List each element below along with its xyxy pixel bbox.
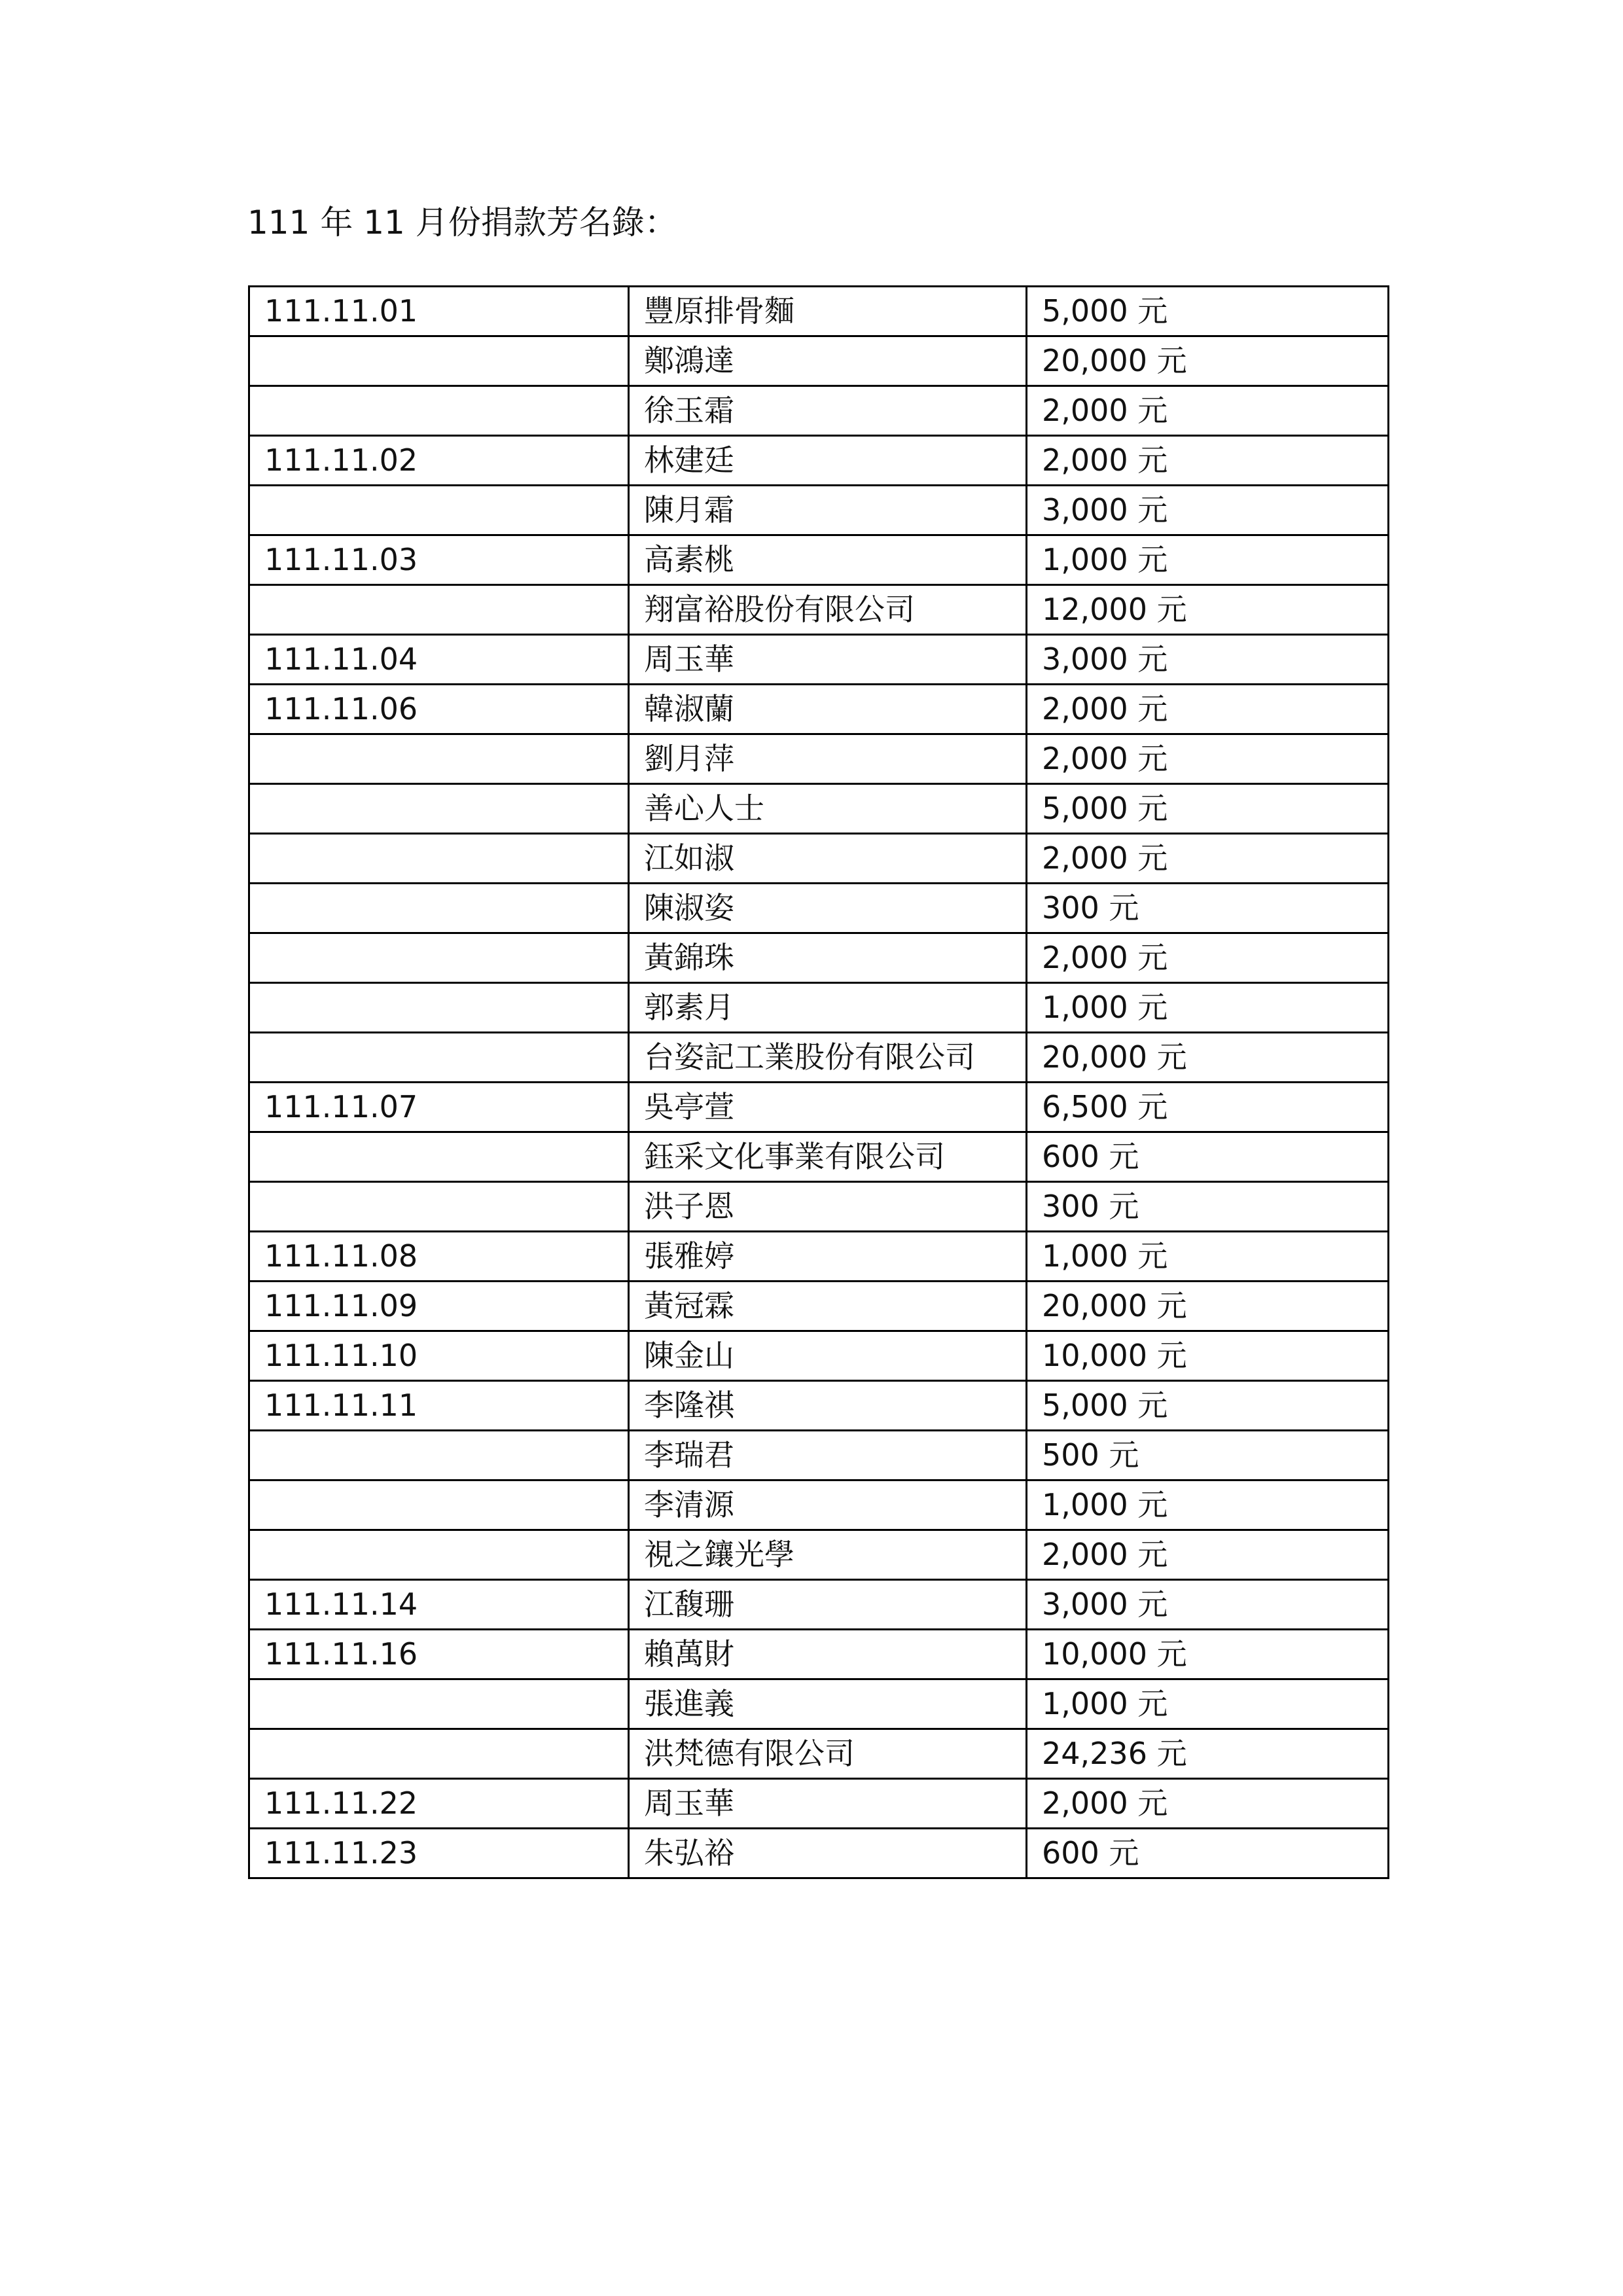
donor-name-cell: 周玉華 [629,1779,1027,1829]
amount-cell: 2,000 元 [1027,933,1389,983]
date-cell [249,486,629,535]
date-cell: 111.11.10 [249,1331,629,1381]
table-row [249,635,1389,685]
donor-name-cell: 周玉華 [629,635,1027,685]
table-row [249,1182,1389,1232]
table-row [249,336,1389,386]
date-cell [249,1182,629,1232]
table-row [249,1232,1389,1282]
date-cell: 111.11.02 [249,436,629,486]
donor-name-cell: 台姿記工業股份有限公司 [629,1033,1027,1083]
donor-name-cell: 郭素月 [629,983,1027,1033]
amount-cell: 300 元 [1027,884,1389,933]
date-cell: 111.11.08 [249,1232,629,1282]
date-cell [249,933,629,983]
donor-name-cell: 善心人士 [629,784,1027,834]
date-cell [249,1729,629,1779]
donor-name-cell: 翔富裕股份有限公司 [629,585,1027,635]
date-cell [249,784,629,834]
amount-cell: 2,000 元 [1027,386,1389,436]
donor-name-cell: 洪子恩 [629,1182,1027,1232]
amount-cell: 1,000 元 [1027,535,1389,585]
table-row [249,983,1389,1033]
date-cell: 111.11.07 [249,1083,629,1132]
donor-name-cell: 視之鑲光學 [629,1530,1027,1580]
amount-cell: 2,000 元 [1027,685,1389,734]
amount-cell: 300 元 [1027,1182,1389,1232]
date-cell [249,1530,629,1580]
date-cell: 111.11.16 [249,1630,629,1679]
donor-name-cell: 吳亭萱 [629,1083,1027,1132]
date-cell [249,1679,629,1729]
date-cell: 111.11.22 [249,1779,629,1829]
table-row [249,1779,1389,1829]
date-cell: 111.11.04 [249,635,629,685]
table-row [249,685,1389,734]
donor-name-cell: 江如淑 [629,834,1027,884]
date-cell: 111.11.09 [249,1282,629,1331]
date-cell [249,1431,629,1480]
amount-cell: 2,000 元 [1027,1530,1389,1580]
donor-name-cell: 豐原排骨麵 [629,287,1027,336]
date-cell: 111.11.06 [249,685,629,734]
donor-name-cell: 張雅婷 [629,1232,1027,1282]
table-row [249,1729,1389,1779]
amount-cell: 2,000 元 [1027,1779,1389,1829]
table-row [249,784,1389,834]
donor-name-cell: 李清源 [629,1480,1027,1530]
date-cell [249,834,629,884]
table-row [249,1431,1389,1480]
table-row [249,287,1389,336]
amount-cell: 3,000 元 [1027,486,1389,535]
donor-name-cell: 陳金山 [629,1331,1027,1381]
amount-cell: 600 元 [1027,1132,1389,1182]
donor-name-cell: 李隆祺 [629,1381,1027,1431]
donor-name-cell: 劉月萍 [629,734,1027,784]
donor-name-cell: 賴萬財 [629,1630,1027,1679]
amount-cell: 3,000 元 [1027,635,1389,685]
table-row [249,834,1389,884]
amount-cell: 2,000 元 [1027,734,1389,784]
donor-name-cell: 黃冠霖 [629,1282,1027,1331]
amount-cell: 10,000 元 [1027,1331,1389,1381]
amount-cell: 5,000 元 [1027,784,1389,834]
donor-name-cell: 鄭鴻達 [629,336,1027,386]
table-row [249,585,1389,635]
table-row [249,1679,1389,1729]
table-row [249,386,1389,436]
table-row [249,1829,1389,1878]
table-row [249,1132,1389,1182]
amount-cell: 20,000 元 [1027,1033,1389,1083]
amount-cell: 24,236 元 [1027,1729,1389,1779]
table-row [249,486,1389,535]
date-cell: 111.11.23 [249,1829,629,1878]
donor-name-cell: 張進義 [629,1679,1027,1729]
donor-name-cell: 李瑞君 [629,1431,1027,1480]
amount-cell: 1,000 元 [1027,1232,1389,1282]
donor-name-cell: 朱弘裕 [629,1829,1027,1878]
donor-name-cell: 江馥珊 [629,1580,1027,1630]
amount-cell: 2,000 元 [1027,834,1389,884]
amount-cell: 3,000 元 [1027,1580,1389,1630]
date-cell: 111.11.14 [249,1580,629,1630]
table-row [249,1282,1389,1331]
donor-name-cell: 林建廷 [629,436,1027,486]
table-row [249,1331,1389,1381]
donor-name-cell: 高素桃 [629,535,1027,585]
amount-cell: 5,000 元 [1027,287,1389,336]
amount-cell: 1,000 元 [1027,1679,1389,1729]
amount-cell: 600 元 [1027,1829,1389,1878]
date-cell [249,1132,629,1182]
date-cell: 111.11.11 [249,1381,629,1431]
donor-name-cell: 韓淑蘭 [629,685,1027,734]
date-cell [249,983,629,1033]
donor-name-cell: 洪梵德有限公司 [629,1729,1027,1779]
amount-cell: 1,000 元 [1027,1480,1389,1530]
date-cell [249,1480,629,1530]
table-row [249,734,1389,784]
date-cell [249,336,629,386]
amount-cell: 500 元 [1027,1431,1389,1480]
date-cell [249,386,629,436]
amount-cell: 20,000 元 [1027,336,1389,386]
donor-name-cell: 徐玉霜 [629,386,1027,436]
amount-cell: 5,000 元 [1027,1381,1389,1431]
amount-cell: 1,000 元 [1027,983,1389,1033]
date-cell [249,585,629,635]
amount-cell: 2,000 元 [1027,436,1389,486]
donation-table [248,285,1389,1879]
table-row [249,1033,1389,1083]
table-row [249,436,1389,486]
table-row [249,1630,1389,1679]
date-cell: 111.11.01 [249,287,629,336]
amount-cell: 12,000 元 [1027,585,1389,635]
table-row [249,535,1389,585]
date-cell: 111.11.03 [249,535,629,585]
page-title: 111 年 11 月份捐款芳名錄： [247,204,677,242]
table-row [249,1480,1389,1530]
table-row [249,1530,1389,1580]
table-row [249,933,1389,983]
amount-cell: 10,000 元 [1027,1630,1389,1679]
donation-table-body [249,287,1389,1878]
date-cell [249,1033,629,1083]
table-row [249,1580,1389,1630]
amount-cell: 20,000 元 [1027,1282,1389,1331]
donor-name-cell: 黃錦珠 [629,933,1027,983]
table-row [249,1381,1389,1431]
amount-cell: 6,500 元 [1027,1083,1389,1132]
date-cell [249,734,629,784]
donor-name-cell: 鈺采文化事業有限公司 [629,1132,1027,1182]
donor-name-cell: 陳月霜 [629,486,1027,535]
date-cell [249,884,629,933]
table-row [249,884,1389,933]
donor-name-cell: 陳淑姿 [629,884,1027,933]
table-row [249,1083,1389,1132]
